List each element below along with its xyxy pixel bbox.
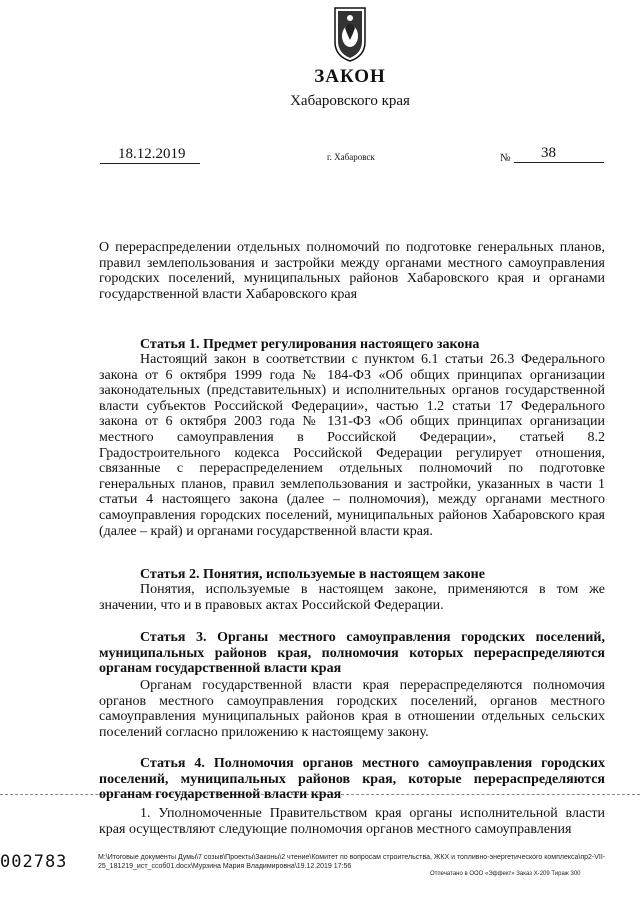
- article-1-text: Настоящий закон в соответствии с пунктом 6.1 статьи 26.3 Федерального закона от 6 октября 1999 года № 184-ФЗ «Об общих принципах организации законодательных (представительных) и исполнительных органов государственной власти субъектов Российской Федерации», частью 1.2 статьи 17 Федерального закона от 6 октября 2003 года № 131-ФЗ «Об общих принципах организации местного самоуправления в Российской Федерации», статьей 8.2 Градостроительного кодекса Российской Федерации регулирует отношения, связанные с перераспределением отдельных полномочий по подготовке генеральных планов, правил землепользования и застройки, указанных в части 1 статьи 4 настоящего закона (далее – полномочия), между органами местного самоуправления городских поселений, муниципальных районов Хабаровского края (далее – край) и органами государственной власти края.: [99, 352, 605, 539]
- number-underline: [514, 162, 604, 163]
- article-1-heading: Статья 1. Предмет регулирования настоящего закона: [140, 337, 480, 352]
- number-label: №: [500, 152, 511, 164]
- law-intro: О перераспределении отдельных полномочий по подготовке генеральных планов, правил землепользования и застройки между органами местного самоуправления городских поселений, муниципальных районов Хабаровского края и органами государственной власти Хабаровского края: [99, 240, 605, 302]
- date-underline: [100, 163, 200, 164]
- article-2-text: Понятия, используемые в настоящем законе, применяются в том же значении, что и в правовых актах Российской Федерации.: [99, 582, 605, 613]
- coat-of-arms-icon: [331, 6, 369, 62]
- footer-printer-note: Отпечатано в ООО «Эффект» Заказ Х-209 Тираж 300: [430, 871, 581, 877]
- article-3-text: Органам государственной власти края перераспределяются полномочия органов местного самоуправления городских поселений, органов местного самоуправления муниципальных районов края в отношении отдельных сельских поселений согласно приложению к настоящему закону.: [99, 678, 605, 740]
- document-stamp-number: 002783: [0, 852, 68, 872]
- law-city: г. Хабаровск: [327, 152, 375, 162]
- document-title: ЗАКОН: [314, 66, 386, 87]
- article-4-heading: Статья 4. Полномочия органов местного самоуправления городских поселений, муниципальных районов края, которые перераспределяются органам государственной власти края: [99, 756, 605, 803]
- law-number: 38: [541, 145, 556, 161]
- article-4-text: 1. Уполномоченные Правительством края органы исполнительной власти края осуществляют следующие полномочия органов местного самоуправления: [99, 806, 605, 837]
- footer-file-path: M:\Итоговые документы Думы\7 созыв\Проекты\Законы\2 чтение\Комитет по вопросам строительства, ЖКХ и топливно-энергетического комплекса\пр2-VII-25_181219_ист_ссоб01.docx\Мурзина Мария Владимировна\19.12.2019 17:56: [98, 854, 606, 870]
- article-2-heading: Статья 2. Понятия, используемые в настоящем законе: [140, 567, 485, 582]
- document-subtitle: Хабаровского края: [290, 93, 410, 109]
- law-date: 18.12.2019: [118, 146, 186, 162]
- article-3-heading: Статья 3. Органы местного самоуправления городских поселений, муниципальных районов края, полномочия которых перераспределяются органам государственной власти края: [99, 630, 605, 677]
